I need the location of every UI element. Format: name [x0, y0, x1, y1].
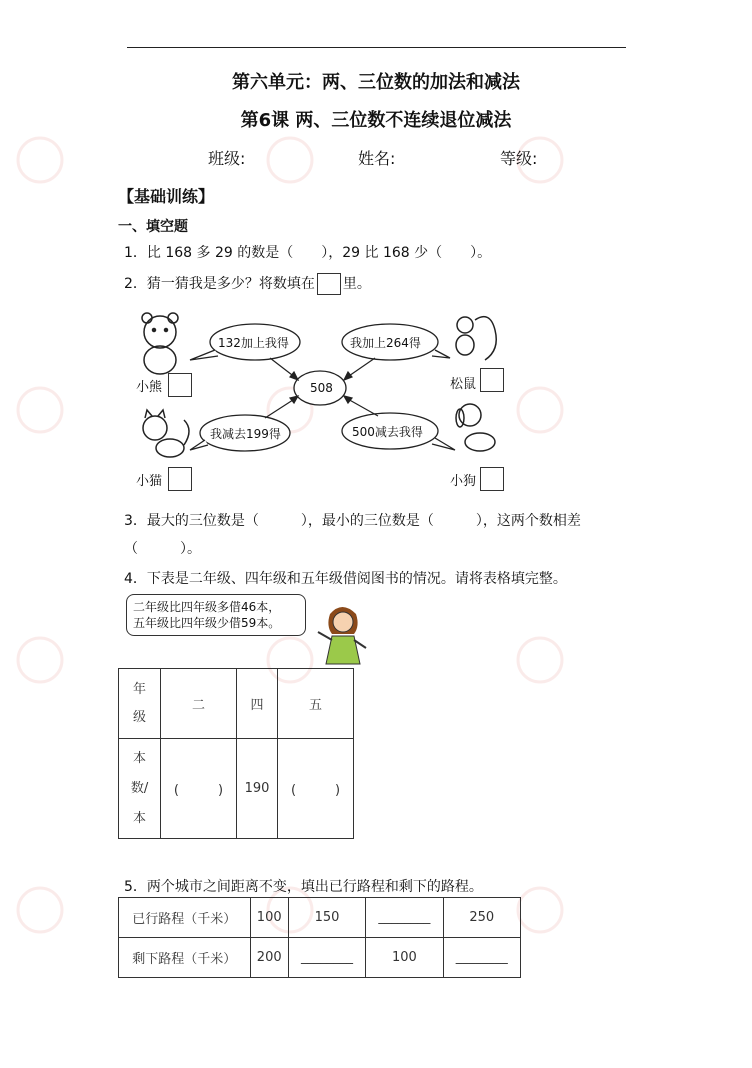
dog-answer-box[interactable] — [480, 467, 504, 491]
value-cell: 100 — [366, 938, 443, 978]
section-title: 【基础训练】 — [118, 187, 215, 206]
bubble-bear: 132加上我得 — [218, 336, 289, 350]
question-3-line1: 3．最大的三位数是（ ），最小的三位数是（ ），这两个数相差 — [124, 513, 581, 529]
bear-icon — [142, 313, 178, 374]
center-value: 508 — [310, 381, 333, 395]
grade-four: 四 — [236, 669, 277, 739]
answer-cell[interactable]: ( ) — [161, 739, 237, 839]
grade-five: 五 — [278, 669, 354, 739]
name-label: 姓名: — [358, 149, 396, 168]
bubble-dog: 500减去我得 — [352, 425, 423, 439]
bubble-cat: 我减去199得 — [210, 427, 281, 441]
grade-two: 二 — [161, 669, 237, 739]
answer-cell[interactable]: ________ — [366, 898, 443, 938]
bear-answer-box[interactable] — [168, 373, 192, 397]
lesson-title: 第6课 两、三位数不连续退位减法 — [240, 110, 512, 131]
cat-icon — [143, 410, 189, 457]
question-4: 4．下表是二年级、四年级和五年级借阅图书的情况。请将表格填完整。 — [124, 571, 567, 587]
bear-label: 小熊 — [136, 380, 163, 395]
row-label: 已行路程（千米） — [119, 898, 251, 938]
question-5: 5．两个城市之间距离不变，填出已行路程和剩下的路程。 — [124, 879, 483, 895]
answer-box[interactable] — [317, 273, 341, 295]
question-2-text: 2．猜一猜我是多少？将数填在 — [124, 276, 315, 292]
table-header-cell: 年 级 — [119, 669, 161, 739]
cat-answer-box[interactable] — [168, 467, 192, 491]
squirrel-label: 松鼠 — [450, 377, 477, 392]
distance-table — [118, 897, 521, 978]
value-cell: 150 — [288, 898, 365, 938]
subsection-title: 一、填空题 — [118, 219, 188, 235]
value-cell: 250 — [443, 898, 520, 938]
answer-cell[interactable]: ( ) — [278, 739, 354, 839]
answer-cell[interactable]: ________ — [443, 938, 520, 978]
row-label: 剩下路程（千米） — [119, 938, 251, 978]
value-cell: 200 — [250, 938, 288, 978]
question-2-text-end: 里。 — [342, 276, 371, 292]
grade-label: 等级: — [500, 149, 538, 168]
value-cell: 190 — [236, 739, 277, 839]
dog-label: 小狗 — [450, 474, 477, 489]
speech-bubble — [126, 594, 306, 636]
answer-cell[interactable]: ________ — [288, 938, 365, 978]
girl-icon — [310, 600, 374, 666]
squirrel-icon — [456, 317, 496, 360]
row-label-cell: 本 数/ 本 — [119, 739, 161, 839]
library-table — [118, 668, 354, 839]
question-2 — [124, 273, 371, 295]
squirrel-answer-box[interactable] — [480, 368, 504, 392]
speech-line-1: 二年级比四年级多借46本， — [133, 600, 281, 614]
question-3-line2: （ ）。 — [124, 541, 201, 557]
cat-label: 小猫 — [136, 474, 163, 489]
value-cell: 100 — [250, 898, 288, 938]
bubble-squirrel: 我加上264得 — [350, 336, 421, 350]
page-title: 第六单元：两、三位数的加法和减法 — [232, 72, 520, 93]
question-1: 1．比 168 多 29 的数是（ ），29 比 168 少（ ）。 — [124, 245, 492, 261]
dog-icon — [456, 404, 495, 451]
class-label: 班级: — [208, 149, 246, 168]
top-rule — [127, 47, 626, 48]
speech-line-2: 五年级比四年级少借59本。 — [133, 616, 281, 630]
